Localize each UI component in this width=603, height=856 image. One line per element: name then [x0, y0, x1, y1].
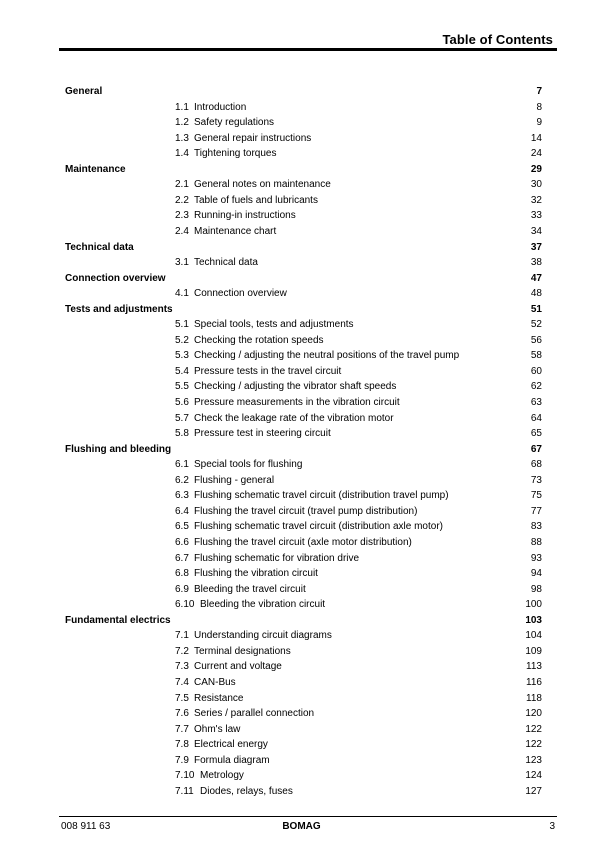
toc-section-number: 4.1 [175, 288, 189, 300]
toc-section-number: 2.4 [175, 226, 189, 237]
toc-page-number: 30 [530, 179, 542, 191]
toc-page-number: 100 [525, 599, 542, 611]
toc-chapter-title: Flushing and bleeding [65, 443, 172, 455]
toc-section-row[interactable] [0, 629, 603, 643]
toc-page-number: 47 [530, 272, 542, 284]
toc-page-number: 124 [525, 770, 542, 782]
toc-section-number: 6.4 [175, 505, 189, 517]
toc-section-title: Checking / adjusting the neutral positions of the travel pump [194, 350, 460, 362]
toc-section-number: 6.6 [175, 537, 189, 548]
toc-section-number: 6.2 [175, 474, 189, 486]
toc-section-number: 1.3 [175, 132, 189, 144]
toc-page-number: 63 [530, 397, 542, 408]
toc-chapter-row[interactable] [0, 614, 603, 628]
brand-name: BOMAG [282, 821, 321, 832]
footer-rule [59, 816, 557, 817]
toc-chapter-row[interactable] [0, 303, 603, 317]
toc-section-row[interactable] [0, 132, 603, 146]
toc-section-title: Flushing the travel circuit (travel pump distribution) [194, 505, 418, 517]
page-header-title: Table of Contents [442, 32, 553, 47]
toc-page-number: 62 [530, 381, 542, 393]
toc-section-row[interactable] [0, 552, 603, 566]
toc-chapter-row[interactable] [0, 163, 603, 177]
toc-section-row[interactable] [0, 256, 603, 270]
toc-section-row[interactable] [0, 209, 603, 223]
toc-section-row[interactable] [0, 427, 603, 441]
toc-page-number: 51 [530, 303, 542, 315]
toc-section-number: 2.2 [175, 194, 189, 206]
toc-section-title: Flushing schematic for vibration drive [194, 552, 360, 564]
toc-section-row[interactable] [0, 396, 603, 410]
toc-section-title: Bleeding the travel circuit [194, 583, 306, 595]
toc-section-number: 1.1 [175, 101, 189, 113]
toc-section-title: Terminal designations [194, 645, 291, 657]
toc-section-row[interactable] [0, 116, 603, 130]
toc-section-title: Special tools for flushing [194, 459, 303, 471]
toc-section-row[interactable] [0, 474, 603, 488]
toc-page-number: 65 [530, 428, 542, 440]
toc-page-number: 37 [530, 241, 542, 253]
toc-section-row[interactable] [0, 567, 603, 581]
toc-page-number: 7 [536, 86, 542, 97]
toc-section-row[interactable] [0, 769, 603, 783]
toc-section-title: Introduction [194, 101, 247, 113]
toc-page-number: 34 [530, 226, 542, 237]
toc-chapter-title: General [65, 86, 103, 97]
toc-page-number: 64 [530, 412, 542, 424]
toc-page-number: 73 [530, 474, 542, 486]
toc-section-number: 5.2 [175, 334, 189, 346]
toc-page-number: 122 [525, 739, 542, 751]
toc-section-row[interactable] [0, 785, 603, 799]
toc-section-number: 6.1 [175, 459, 189, 471]
toc-section-number: 7.6 [175, 708, 189, 719]
toc-section-number: 5.5 [175, 381, 189, 393]
toc-section-title: Maintenance chart [194, 226, 277, 237]
toc-page-number: 9 [536, 117, 542, 129]
toc-section-title: Running-in instructions [194, 210, 296, 222]
toc-section-number: 7.1 [175, 630, 189, 642]
toc-section-number: 7.7 [175, 723, 189, 735]
toc-section-number: 2.1 [175, 179, 189, 191]
toc-page-number: 67 [530, 443, 542, 455]
toc-page-number: 116 [526, 676, 542, 688]
toc-section-row[interactable] [0, 583, 603, 597]
toc-section-title: Current and voltage [194, 661, 282, 673]
toc-section-title: Flushing - general [194, 474, 275, 486]
toc-section-row[interactable] [0, 101, 603, 115]
toc-section-title: Flushing schematic travel circuit (distribution axle motor) [194, 521, 443, 533]
toc-section-title: Check the leakage rate of the vibration motor [194, 412, 394, 424]
toc-section-row[interactable] [0, 598, 603, 612]
toc-section-number: 7.11 [175, 785, 194, 797]
toc-section-title: Safety regulations [194, 117, 275, 129]
toc-section-title: Flushing the travel circuit (axle motor distribution) [194, 537, 412, 548]
toc-page-number: 94 [530, 568, 542, 579]
toc-section-title: Connection overview [194, 288, 287, 300]
toc-section-number: 6.10 [175, 599, 195, 611]
toc-chapter-row[interactable] [0, 241, 603, 255]
toc-section-title: Technical data [194, 257, 258, 269]
toc-section-title: Bleeding the vibration circuit [200, 599, 326, 611]
toc-section-row[interactable] [0, 318, 603, 332]
toc-section-number: 3.1 [175, 257, 189, 269]
toc-section-number: 7.9 [175, 754, 189, 766]
toc-section-row[interactable] [0, 505, 603, 519]
toc-page-number: 32 [530, 194, 542, 206]
toc-section-title: Special tools, tests and adjustments [194, 319, 354, 331]
toc-section-number: 5.1 [175, 319, 189, 331]
toc-section-number: 5.8 [175, 428, 189, 440]
toc-section-title: Pressure measurements in the vibration circuit [194, 397, 400, 408]
toc-section-row[interactable] [0, 380, 603, 394]
toc-section-title: Pressure tests in the travel circuit [194, 365, 342, 377]
toc-page-number: 104 [525, 630, 542, 642]
toc-section-number: 6.8 [175, 568, 189, 579]
toc-section-row[interactable] [0, 178, 603, 192]
toc-section-row[interactable] [0, 194, 603, 208]
toc-section-row[interactable] [0, 489, 603, 503]
toc-section-title: Table of fuels and lubricants [194, 194, 318, 206]
toc-section-row[interactable] [0, 458, 603, 472]
toc-section-number: 5.6 [175, 397, 189, 408]
toc-section-title: Diodes, relays, fuses [200, 785, 293, 797]
toc-section-title: Flushing the vibration circuit [194, 568, 318, 579]
toc-page-number: 77 [530, 505, 542, 517]
toc-section-number: 7.10 [175, 770, 195, 782]
toc-section-number: 6.5 [175, 521, 189, 533]
toc-section-number: 1.4 [175, 148, 189, 160]
toc-section-row[interactable] [0, 660, 603, 674]
toc-section-row[interactable] [0, 645, 603, 659]
toc-section-number: 7.2 [175, 645, 189, 657]
toc-page-number: 83 [530, 521, 542, 533]
toc-section-row[interactable] [0, 147, 603, 161]
toc-section-row[interactable] [0, 365, 603, 379]
toc-page-number: 56 [530, 334, 542, 346]
toc-page-number: 38 [530, 257, 542, 269]
toc-section-number: 6.9 [175, 583, 189, 595]
toc-chapter-title: Fundamental electrics [65, 614, 171, 626]
toc-section-row[interactable] [0, 723, 603, 737]
toc-page-number: 24 [530, 148, 542, 160]
toc-section-title: Understanding circuit diagrams [194, 630, 332, 642]
toc-page-number: 120 [525, 708, 542, 719]
toc-section-number: 7.3 [175, 661, 189, 673]
page-number: 3 [549, 821, 555, 832]
toc-section-title: Formula diagram [194, 754, 270, 766]
toc-section-title: Checking / adjusting the vibrator shaft speeds [194, 381, 397, 393]
toc-section-number: 5.4 [175, 365, 189, 377]
toc-section-title: Resistance [194, 692, 244, 704]
toc-section-row[interactable] [0, 349, 603, 363]
toc-section-row[interactable] [0, 676, 603, 690]
toc-page-number: 118 [526, 692, 542, 704]
toc-section-title: General notes on maintenance [194, 179, 331, 191]
toc-page-number: 113 [526, 661, 542, 673]
toc-page-number: 127 [525, 785, 542, 797]
toc-section-row[interactable] [0, 707, 603, 721]
toc-section-number: 6.3 [175, 490, 189, 502]
toc-page-number: 48 [530, 288, 542, 300]
toc-page-number: 58 [530, 350, 542, 362]
toc-page-number: 109 [525, 645, 542, 657]
toc-section-row[interactable] [0, 334, 603, 348]
toc-section-number: 5.7 [175, 412, 189, 424]
toc-page-number: 75 [530, 490, 542, 502]
toc-page-number: 122 [525, 723, 542, 735]
toc-page-number: 68 [530, 459, 542, 471]
toc-section-number: 6.7 [175, 552, 189, 564]
toc-page-number: 14 [530, 132, 542, 144]
toc-chapter-title: Technical data [65, 241, 134, 253]
toc-chapter-title: Tests and adjustments [65, 303, 173, 315]
toc-page-number: 60 [530, 365, 542, 377]
toc-section-row[interactable] [0, 287, 603, 301]
toc-section-title: Series / parallel connection [194, 708, 315, 719]
toc-page-number: 8 [536, 101, 542, 113]
toc-section-row[interactable] [0, 536, 603, 550]
toc-section-title: Pressure test in steering circuit [194, 428, 331, 440]
toc-chapter-title: Connection overview [65, 272, 166, 284]
toc-section-title: CAN-Bus [194, 676, 236, 688]
toc-section-number: 7.8 [175, 739, 189, 751]
toc-section-row[interactable] [0, 412, 603, 426]
toc-section-number: 7.4 [175, 676, 189, 688]
toc-section-number: 7.5 [175, 692, 189, 704]
toc-page-number: 33 [530, 210, 542, 222]
toc-page-number: 29 [530, 163, 542, 175]
toc-section-title: Ohm's law [194, 723, 241, 735]
toc-chapter-row[interactable] [0, 272, 603, 286]
toc-page-number: 88 [530, 537, 542, 548]
toc-section-row[interactable] [0, 754, 603, 768]
toc-page-number: 103 [525, 614, 542, 626]
toc-section-row[interactable] [0, 520, 603, 534]
toc-page-number: 93 [530, 552, 542, 564]
toc-section-number: 5.3 [175, 350, 189, 362]
toc-section-row[interactable] [0, 738, 603, 752]
toc-section-title: Metrology [200, 770, 244, 782]
toc-section-title: Tightening torques [194, 148, 277, 160]
toc-section-number: 2.3 [175, 210, 189, 222]
toc-chapter-title: Maintenance [65, 163, 126, 175]
toc-section-row[interactable] [0, 692, 603, 706]
document-number: 008 911 63 [61, 821, 111, 832]
toc-page-number: 52 [530, 319, 542, 331]
toc-section-row[interactable] [0, 225, 603, 239]
toc-chapter-row[interactable] [0, 443, 603, 457]
toc-page-number: 98 [530, 583, 542, 595]
toc-chapter-row[interactable] [0, 85, 603, 99]
toc-section-title: General repair instructions [194, 132, 312, 144]
toc-section-title: Checking the rotation speeds [194, 334, 324, 346]
toc-section-title: Flushing schematic travel circuit (distribution travel pump) [194, 490, 449, 502]
toc-page-number: 123 [525, 754, 542, 766]
toc-section-title: Electrical energy [194, 739, 268, 751]
toc-section-number: 1.2 [175, 117, 189, 129]
